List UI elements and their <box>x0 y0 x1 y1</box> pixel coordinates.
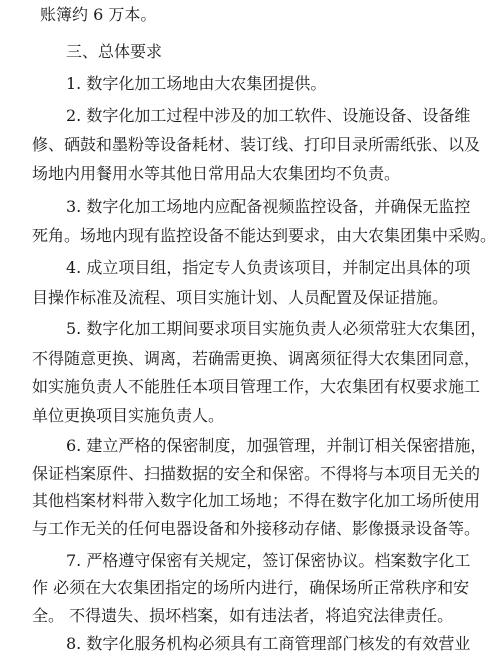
item-6-line-4: 与工作无关的任何电器设备和外接移动存储、影像摄录设备等。 <box>32 519 481 538</box>
item-7-line-3: 全。 不得遗失、损坏档案，如有违法者，将追究法律责任。 <box>32 606 454 625</box>
item-6-line-3: 其他档案材料带入数字化加工场地；不得在数字化加工场所使用 <box>32 491 481 510</box>
item-7-line-1: 7. 严格遵守保密有关规定，签订保密协议。档案数字化工 <box>66 551 471 570</box>
text-line-continuation: 账簿约 6 万本。 <box>40 5 157 24</box>
item-5-line-3: 如实施负责人不能胜任本项目管理工作，大农集团有权要求施工 <box>32 377 481 396</box>
item-6-line-1: 6. 建立严格的保密制度，加强管理，并制订相关保密措施， <box>66 436 487 455</box>
item-4-line-2: 目操作标准及流程、项目实施计划、人员配置及保证措施。 <box>32 288 449 307</box>
item-5-line-2: 不得随意更换、调离，若确需更换、调离须征得大农集团同意， <box>32 349 481 368</box>
item-1-line: 1. 数字化加工场地由大农集团提供。 <box>66 74 327 93</box>
item-6-line-2: 保证档案原件、扫描数据的安全和保密。不得将与本项目无关的 <box>32 464 481 483</box>
item-5-line-1: 5. 数字化加工期间要求项目实施负责人必须常驻大农集团， <box>66 319 487 338</box>
item-5-line-4: 单位更换项目实施负责人。 <box>32 406 225 425</box>
item-2-line-2: 修、硒鼓和墨粉等设备耗材、装订线、打印目录所需纸张、以及 <box>32 135 481 154</box>
item-8-line-1: 8. 数字化服务机构必须具有工商管理部门核发的有效营业 <box>66 634 471 653</box>
item-7-line-2: 作 必须在大农集团指定的场所内进行，确保场所正常秩序和安 <box>32 578 470 597</box>
item-2-line-3: 场地内用餐用水等其他日常用品大农集团均不负责。 <box>32 164 401 183</box>
item-4-line-1: 4. 成立项目组，指定专人负责该项目，并制定出具体的项 <box>66 258 471 277</box>
section-heading: 三、总体要求 <box>66 42 163 61</box>
item-2-line-1: 2. 数字化加工过程中涉及的加工软件、设施设备、设备维 <box>66 106 471 125</box>
item-3-line-1: 3. 数字化加工场地内应配备视频监控设备，并确保无监控 <box>66 197 471 216</box>
item-3-line-2: 死角。场地内现有监控设备不能达到要求，由大农集团集中采购。 <box>32 226 497 245</box>
